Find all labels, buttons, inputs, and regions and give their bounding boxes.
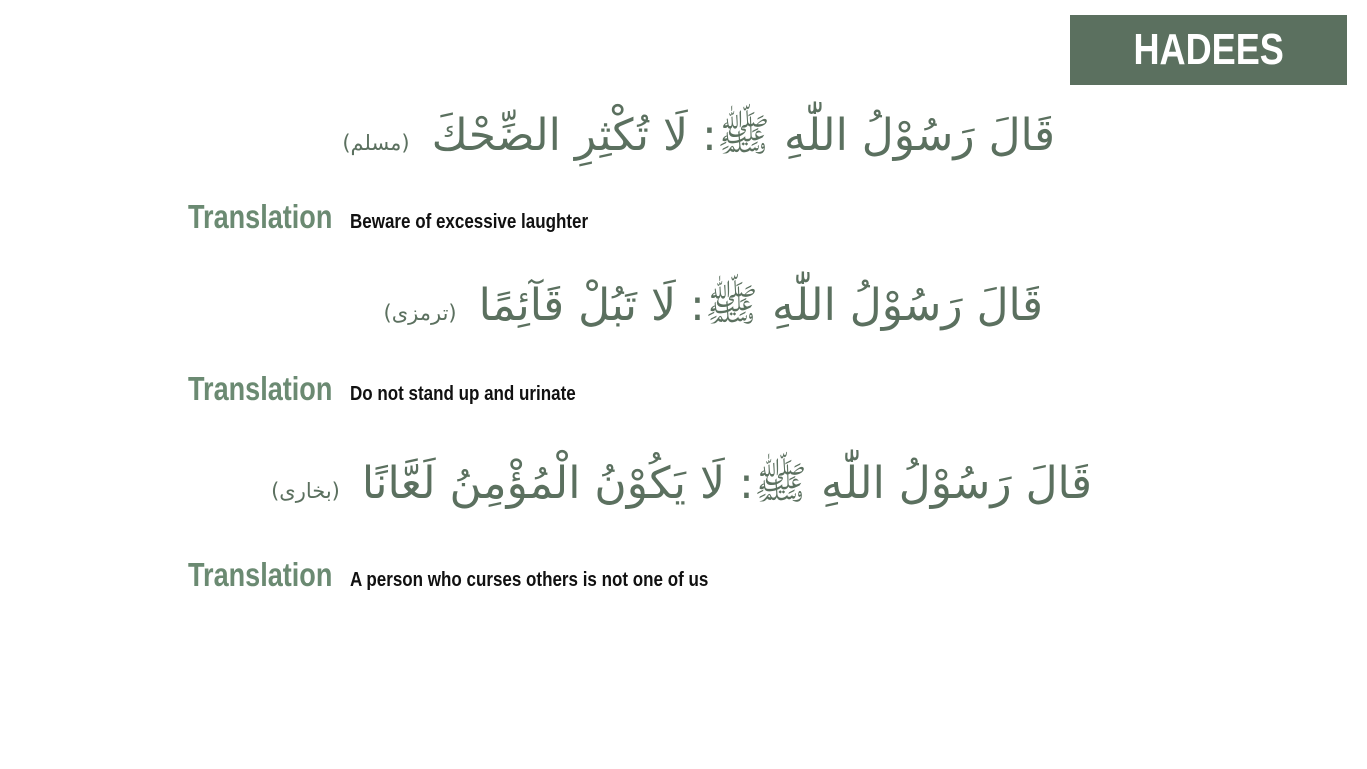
hadith-2-reference: (ترمزی) (383, 301, 457, 325)
hadith-3-translation-text: A person who curses others is not one of us (350, 569, 709, 591)
page-title: HADEES (1133, 25, 1284, 74)
hadith-2-translation-label: Translation (188, 370, 333, 407)
hadith-3-translation-label: Translation (188, 556, 333, 593)
hadith-1-arabic-text: قَالَ رَسُوْلُ اللّٰهِ ﷺ: لَا تُكْثِرِ الضِّحْكَ (431, 110, 1055, 161)
hadith-3-translation-row (188, 556, 772, 594)
title-banner (1070, 15, 1347, 85)
hadith-1-translation-label: Translation (188, 198, 333, 235)
hadith-1-reference: (مسلم) (342, 131, 410, 155)
hadith-2-arabic-text: قَالَ رَسُوْلُ اللّٰهِ ﷺ: لَا تَبُلْ قَآئِمًا (478, 280, 1043, 331)
hadith-3-arabic-line (271, 456, 1092, 520)
hadith-3-arabic-text: قَالَ رَسُوْلُ اللّٰهِ ﷺ: لَا يَكُوْنُ الْمُؤْمِنُ لَعَّانًا (361, 458, 1092, 509)
hadith-1-translation-row (188, 198, 630, 236)
hadith-2-arabic-line (384, 278, 1043, 342)
hadith-1-arabic-line (342, 108, 1055, 172)
hadith-1-translation-text: Beware of excessive laughter (350, 211, 589, 233)
hadith-2-translation-row (188, 370, 616, 408)
hadith-2-translation-text: Do not stand up and urinate (350, 383, 576, 405)
hadith-3-reference: (بخاری) (271, 479, 340, 503)
